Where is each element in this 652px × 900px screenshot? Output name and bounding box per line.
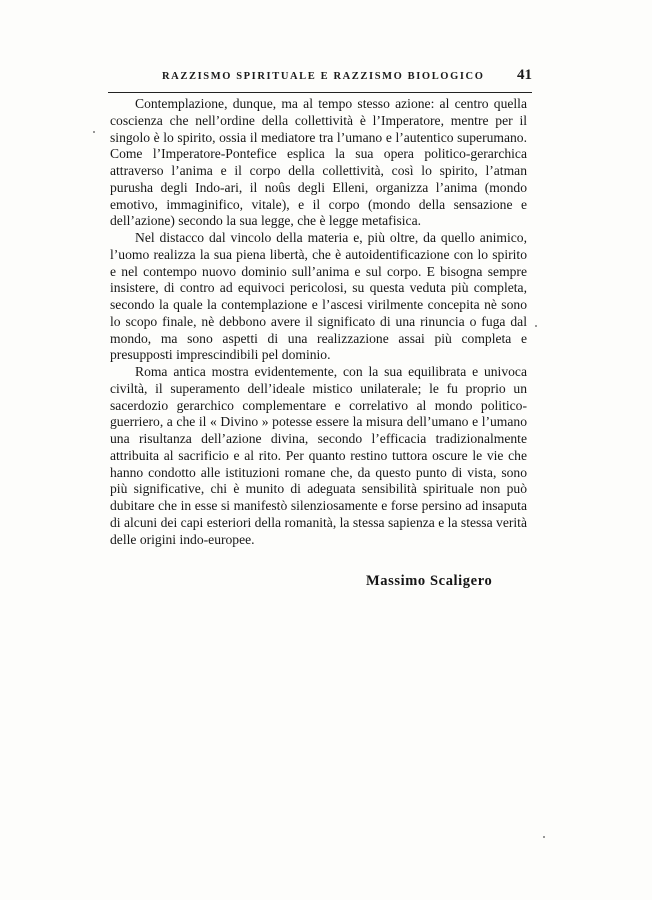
scan-speck xyxy=(93,131,95,133)
paragraph: Nel distacco dal vincolo della materia e, più oltre, da quello animico, l’uomo realizza la sua piena libertà, che è autoidentificazione con lo spirito e nel contempo nuovo dominio sull’anima e sul corpo. E bisogna sempre insistere, di contro ad equivoci pericolosi, su questa veduta più completa, secondo la quale la contemplazione e l’ascesi virilmente concepita nè sono lo scopo finale, nè debbono avere il significato di una rinuncia o fuga dal mondo, ma sono aspetti di una realizzazione assai più completa e presupposti imprescindibili pel dominio. xyxy=(110,230,527,363)
running-header xyxy=(108,67,532,88)
page-number: 41 xyxy=(517,67,532,83)
scan-speck xyxy=(543,836,545,838)
scan-speck xyxy=(535,325,537,327)
paragraph: Roma antica mostra evidentemente, con la sua equilibrata e univoca civiltà, il superamento dell’ideale mistico unilaterale; le fu proprio un sacerdozio gerarchico complementare e correlativo al mondo politico-guerriero, a che il « Divino » potesse essere la misura dell’umano e l’umano una risultanza dell’azione divina, secondo l’efficacia tradizionalmente attribuita al sacrificio e al rito. Per quanto restino tuttora oscure le vie che hanno condotto alle istituzioni romane che, da questo punto di vista, sono più significative, chi è munito di adeguata sensibilità spirituale non può dubitare che in esse si manifestò silenziosamente e forse persino ad insaputa di alcuni dei capi esteriori della romanità, la stessa sapienza e la stessa verità delle origini indo-europee. xyxy=(110,364,527,547)
running-title: RAZZISMO SPIRITUALE E RAZZISMO BIOLOGICO xyxy=(162,71,485,82)
author-signature: Massimo Scaligero xyxy=(366,573,493,589)
header-rule xyxy=(108,92,532,93)
article-body xyxy=(110,96,527,548)
paragraph: Contemplazione, dunque, ma al tempo stesso azione: al centro quella coscienza che nell’ordine della collettività è l’Imperatore, mentre per il singolo è lo spirito, ossia il mediatore tra l’umano e l’autentico superumano. Come l’Imperatore-Pontefice esplica la sua opera politico-gerarchica attraverso l’anima e il corpo della collettività, così lo spirito, l’atman purusha degli Indo-ari, il noûs degli Elleni, organizza l’anima (mondo emotivo, immaginifico, vitale), e il corpo (mondo della sensazione e dell’azione) secondo la sua legge, che è legge metafisica. xyxy=(110,96,527,229)
